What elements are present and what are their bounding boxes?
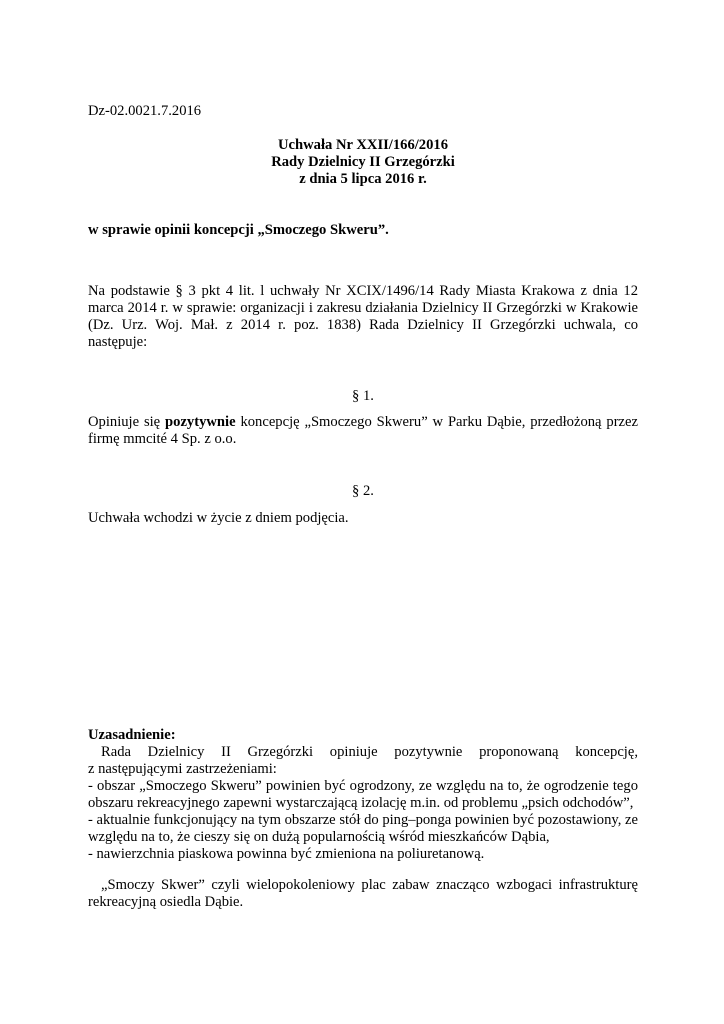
justification-line: z następującymi zastrzeżeniami: (88, 761, 277, 777)
justification-line: - obszar „Smoczego Skweru” powinien być ogrodzony, ze względu na to, że ogrodzenie tego (88, 778, 638, 794)
resolution-title (88, 137, 638, 188)
justification-line: - aktualnie funkcjonujący na tym obszarze stół do ping–ponga powinien być pozostawiony, ze (88, 812, 638, 828)
title-line-council: Rady Dzielnicy II Grzegórzki (271, 154, 455, 170)
section-2-heading: § 2. (352, 483, 374, 499)
justification-line: Rada Dzielnicy II Grzegórzki opiniuje pozytywnie proponowaną koncepcję, (101, 744, 638, 760)
basis-line: Na podstawie § 3 pkt 4 lit. l uchwały Nr XCIX/1496/14 Rady Miasta Krakowa z dnia 12 (88, 283, 638, 299)
resolution-subject: w sprawie opinii koncepcji „Smoczego Skweru”. (88, 222, 389, 238)
section-2-text: Uchwała wchodzi w życie z dniem podjęcia. (88, 510, 349, 526)
section-1-text-before: Opiniuje się (88, 414, 166, 430)
section-1-text-after: koncepcję „Smoczego Skweru” w Parku Dąbie, przedłożoną przez (235, 414, 638, 430)
title-line-date: z dnia 5 lipca 2016 r. (299, 171, 427, 187)
document-reference: Dz-02.0021.7.2016 (88, 103, 202, 119)
justification-closing (88, 877, 638, 911)
section-1-line: firmę mmcité 4 Sp. z o.o. (88, 431, 237, 447)
basis-line: następuje: (88, 334, 148, 350)
justification-line: - nawierzchnia piaskowa powinna być zmieniona na poliuretanową. (88, 846, 485, 862)
justification-line: obszaru rekreacyjnego zapewni wystarczającą izolację m.in. od problemu „psich odchodów”, (88, 795, 634, 811)
justification-heading: Uzasadnienie: (88, 727, 176, 743)
section-1-heading: § 1. (352, 388, 374, 404)
closing-line: rekreacyjną osiedla Dąbie. (88, 894, 244, 910)
section-1-line (88, 414, 638, 431)
justification-block (88, 727, 638, 863)
section-1-text (88, 414, 638, 448)
legal-basis-paragraph (88, 283, 638, 351)
justification-line: względu na to, że cieszy się on dużą popularnością wśród mieszkańców Dąbia, (88, 829, 550, 845)
title-line-number: Uchwała Nr XXII/166/2016 (278, 137, 448, 153)
basis-line: (Dz. Urz. Woj. Mał. z 2014 r. poz. 1838) Rada Dzielnicy II Grzegórzki uchwala, co (88, 317, 638, 333)
closing-line: „Smoczy Skwer” czyli wielopokoleniowy plac zabaw znacząco wzbogaci infrastrukturę (101, 877, 638, 893)
basis-line: marca 2014 r. w sprawie: organizacji i zakresu działania Dzielnicy II Grzegórzki w Krakowie (88, 300, 638, 316)
section-1-emphasis: pozytywnie (165, 414, 236, 430)
